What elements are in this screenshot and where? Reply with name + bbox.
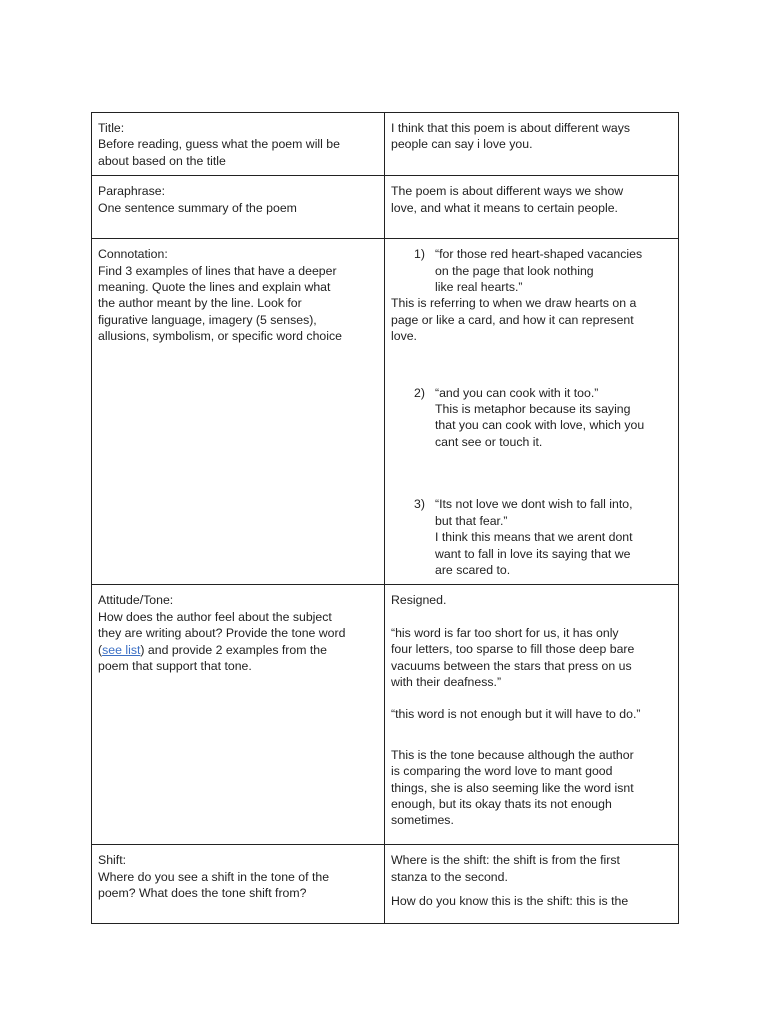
tone-word: Resigned. (391, 593, 447, 608)
answer-line: How do you know this is the shift: this is the (391, 894, 629, 909)
explanation-line: I think this means that we arent dont (435, 530, 633, 545)
see-list-link[interactable]: see list (102, 642, 141, 657)
explanation-line: things, she is also seeming like the word isnt (391, 780, 634, 795)
quote-line: on the page that look nothing (435, 263, 594, 278)
answer-cell-shift (385, 845, 679, 924)
quote-line: four letters, too sparse to fill those deep bare (391, 642, 635, 657)
list-number: 3) (414, 497, 425, 512)
answer-line: people can say i love you. (391, 137, 533, 152)
prompt-cell-attitude-tone (92, 585, 385, 845)
row-paraphrase (92, 176, 679, 239)
prompt-line: allusions, symbolism, or specific word choice (98, 329, 342, 344)
prompt-line: poem? What does the tone shift from? (98, 886, 307, 901)
explanation-line: This is referring to when we draw hearts on a (391, 296, 637, 311)
prompt-cell-title (92, 113, 385, 176)
prompt-line: about based on the title (98, 153, 226, 168)
prompt-line: How does the author feel about the subject (98, 609, 332, 624)
list-number: 2) (414, 385, 425, 400)
explanation-line: is comparing the word love to mant good (391, 764, 613, 779)
answer-cell-connotation (385, 239, 679, 585)
answer-cell-attitude-tone (385, 585, 679, 845)
prompt-cell-connotation (92, 239, 385, 585)
prompt-line: Find 3 examples of lines that have a deeper (98, 263, 337, 278)
quote-line: “his word is far too short for us, it has only (391, 625, 619, 640)
prompt-line: poem that support that tone. (98, 658, 252, 673)
answer-cell-title (385, 113, 679, 176)
connotation-item-1 (391, 246, 672, 295)
quote-line: like real hearts.” (435, 280, 523, 295)
explanation-line: This is metaphor because its saying (435, 402, 631, 417)
row-connotation (92, 239, 679, 585)
quote-line: “and you can cook with it too.” (435, 385, 599, 400)
prompt-line: Where do you see a shift in the tone of the (98, 869, 330, 884)
prompt-label: Connotation: (98, 247, 168, 262)
explanation-line: that you can cook with love, which you (435, 418, 645, 433)
connotation-item-2 (391, 385, 672, 451)
explanation-line: cant see or touch it. (435, 434, 543, 449)
prompt-line-with-link: (see list) and provide 2 examples from the (98, 642, 327, 657)
explanation-line: This is the tone because although the author (391, 747, 634, 762)
quote-line: “Its not love we dont wish to fall into, (435, 497, 633, 512)
prompt-line: Before reading, guess what the poem will be (98, 137, 340, 152)
answer-line: The poem is about different ways we show (391, 184, 624, 199)
explanation-line: page or like a card, and how it can represent (391, 312, 634, 327)
explanation-line: are scared to. (435, 562, 511, 577)
list-number: 1) (414, 247, 425, 262)
prompt-line: meaning. Quote the lines and explain what (98, 280, 331, 295)
prompt-label: Title: (98, 121, 125, 135)
row-shift (92, 845, 679, 924)
explanation-line: enough, but its okay thats its not enough (391, 796, 612, 811)
quote-line: but that fear.” (435, 513, 508, 528)
prompt-line: One sentence summary of the poem (98, 200, 297, 215)
prompt-label: Attitude/Tone: (98, 593, 174, 608)
answer-line: Where is the shift: the shift is from the first (391, 853, 620, 868)
row-title (92, 113, 679, 176)
quote-line: with their deafness.” (391, 674, 502, 689)
answer-cell-paraphrase (385, 176, 679, 239)
explanation-line: love. (391, 329, 417, 344)
explanation-line: sometimes. (391, 813, 454, 828)
prompt-cell-shift (92, 845, 385, 924)
quote-line: vacuums between the stars that press on us (391, 658, 632, 673)
prompt-line: they are writing about? Provide the tone word (98, 626, 346, 641)
explanation-line: want to fall in love its saying that we (435, 546, 631, 561)
prompt-cell-paraphrase (92, 176, 385, 239)
worksheet-table (91, 112, 679, 924)
connotation-item-3 (391, 496, 672, 578)
answer-line: stanza to the second. (391, 869, 508, 884)
answer-line: love, and what it means to certain people. (391, 200, 618, 215)
answer-line: I think that this poem is about different ways (391, 121, 631, 135)
prompt-label: Shift: (98, 853, 127, 868)
prompt-line: figurative language, imagery (5 senses), (98, 312, 317, 327)
prompt-line: the author meant by the line. Look for (98, 296, 302, 311)
row-attitude-tone (92, 585, 679, 845)
prompt-label: Paraphrase: (98, 184, 165, 199)
quote-line: “for those red heart-shaped vacancies (435, 247, 643, 262)
quote-line: “this word is not enough but it will have to do.” (391, 707, 641, 722)
